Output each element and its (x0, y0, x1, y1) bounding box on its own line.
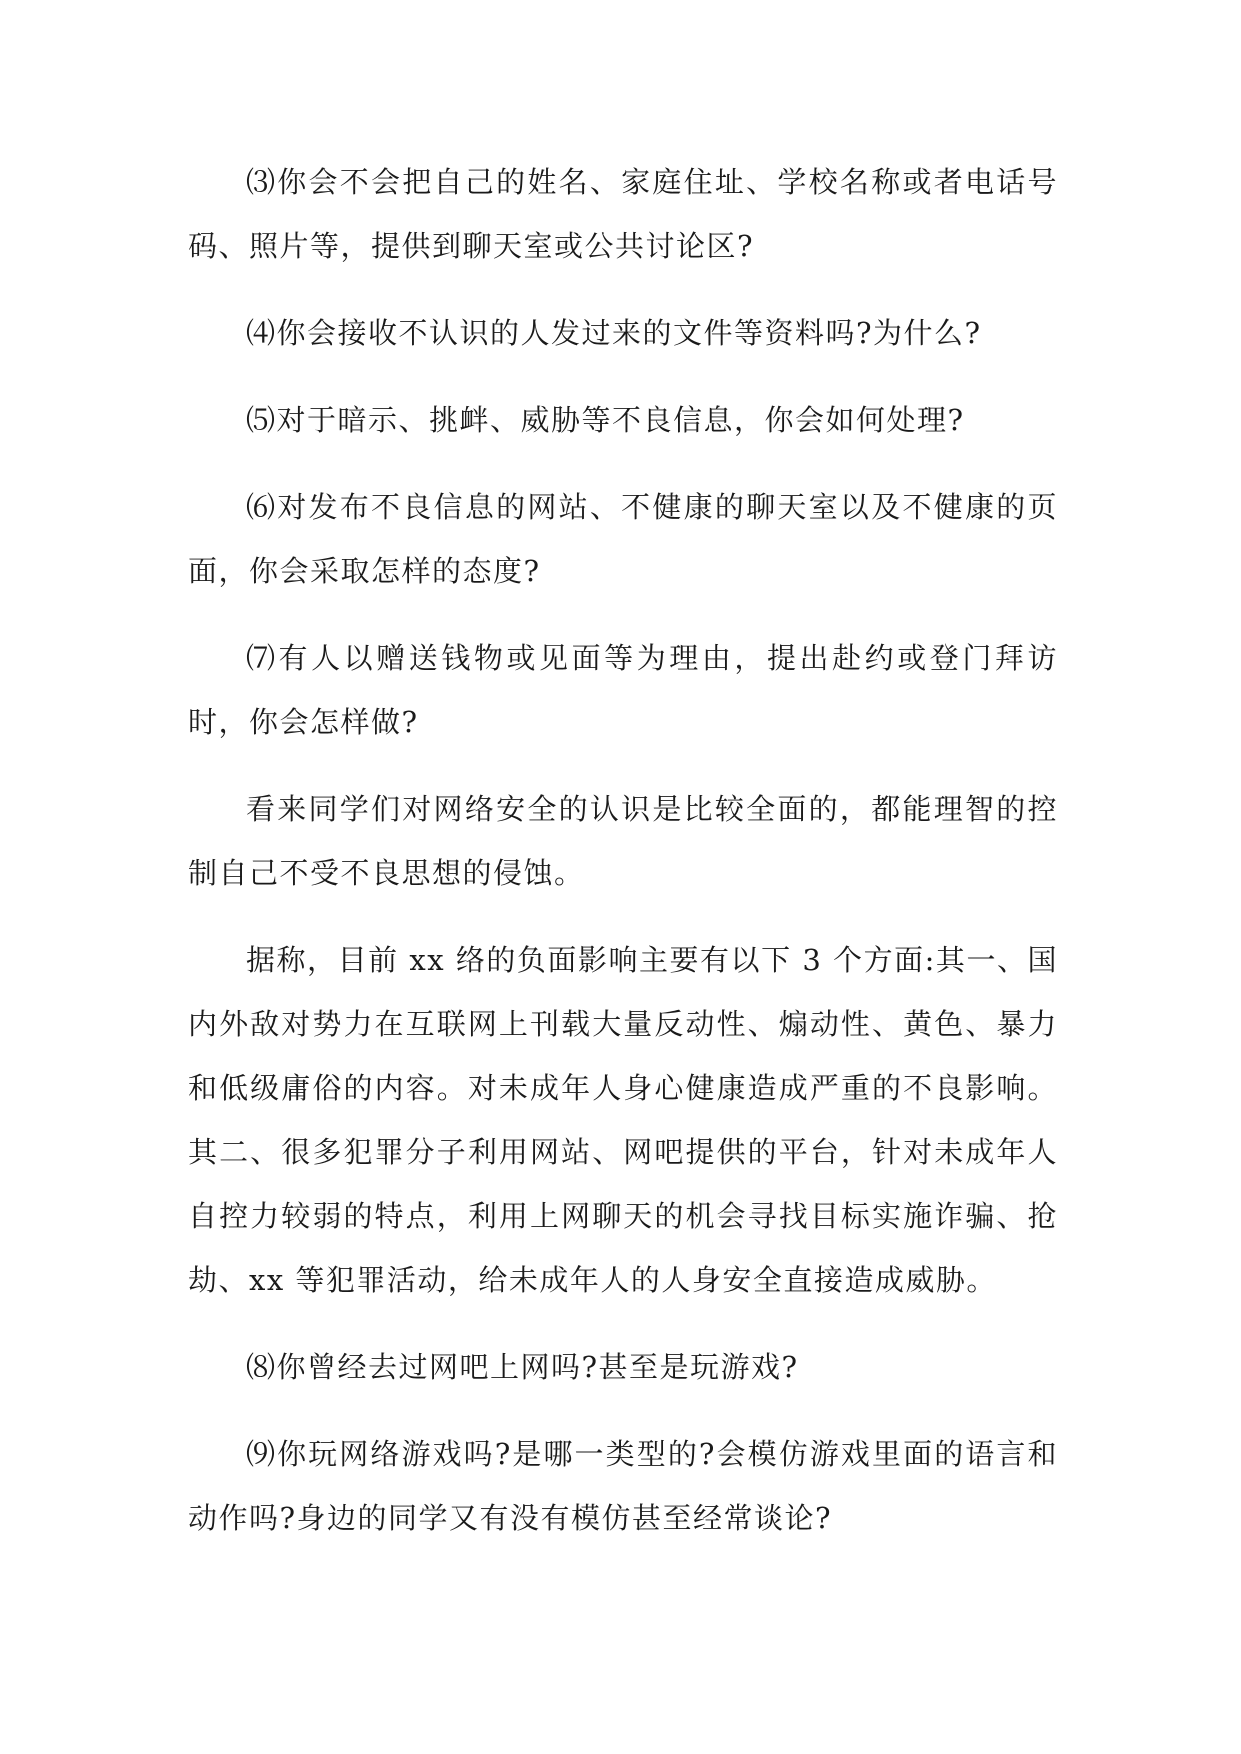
paragraph-question-4: ⑷你会接收不认识的人发过来的文件等资料吗?为什么? (246, 316, 982, 350)
paragraph-question-7: ⑺有人以赠送钱物或见面等为理由，提出赴约或登门拜访时，你会怎样做? (188, 641, 1058, 739)
paragraph-question-5: ⑸对于暗示、挑衅、威胁等不良信息，你会如何处理? (246, 403, 965, 437)
paragraph-summary: 看来同学们对网络安全的认识是比较全面的，都能理智的控制自己不受不良思想的侵蚀。 (188, 792, 1058, 890)
document-body (188, 150, 1058, 1573)
paragraph-question-6: ⑹对发布不良信息的网站、不健康的聊天室以及不健康的页面，你会采取怎样的态度? (188, 490, 1058, 588)
paragraph-negative-effects: 据称，目前 xx 络的负面影响主要有以下 3 个方面:其一、国内外敌对势力在互联网上刊载大量反动性、煽动性、黄色、暴力和低级庸俗的内容。对未成年人身心健康造成严重的不良影响。其二、很多犯罪分子利用网站、网吧提供的平台，针对未成年人自控力较弱的特点，利用上网聊天的机会寻找目标实施诈骗、抢劫、xx 等犯罪活动，给未成年人的人身安全直接造成威胁。 (188, 943, 1058, 1297)
paragraph-question-8: ⑻你曾经去过网吧上网吗?甚至是玩游戏? (246, 1350, 799, 1384)
paragraph-question-9: ⑼你玩网络游戏吗?是哪一类型的?会模仿游戏里面的语言和动作吗?身边的同学又有没有模仿甚至经常谈论? (188, 1437, 1058, 1535)
paragraph-question-3: ⑶你会不会把自己的姓名、家庭住址、学校名称或者电话号码、照片等，提供到聊天室或公共讨论区? (188, 165, 1058, 263)
